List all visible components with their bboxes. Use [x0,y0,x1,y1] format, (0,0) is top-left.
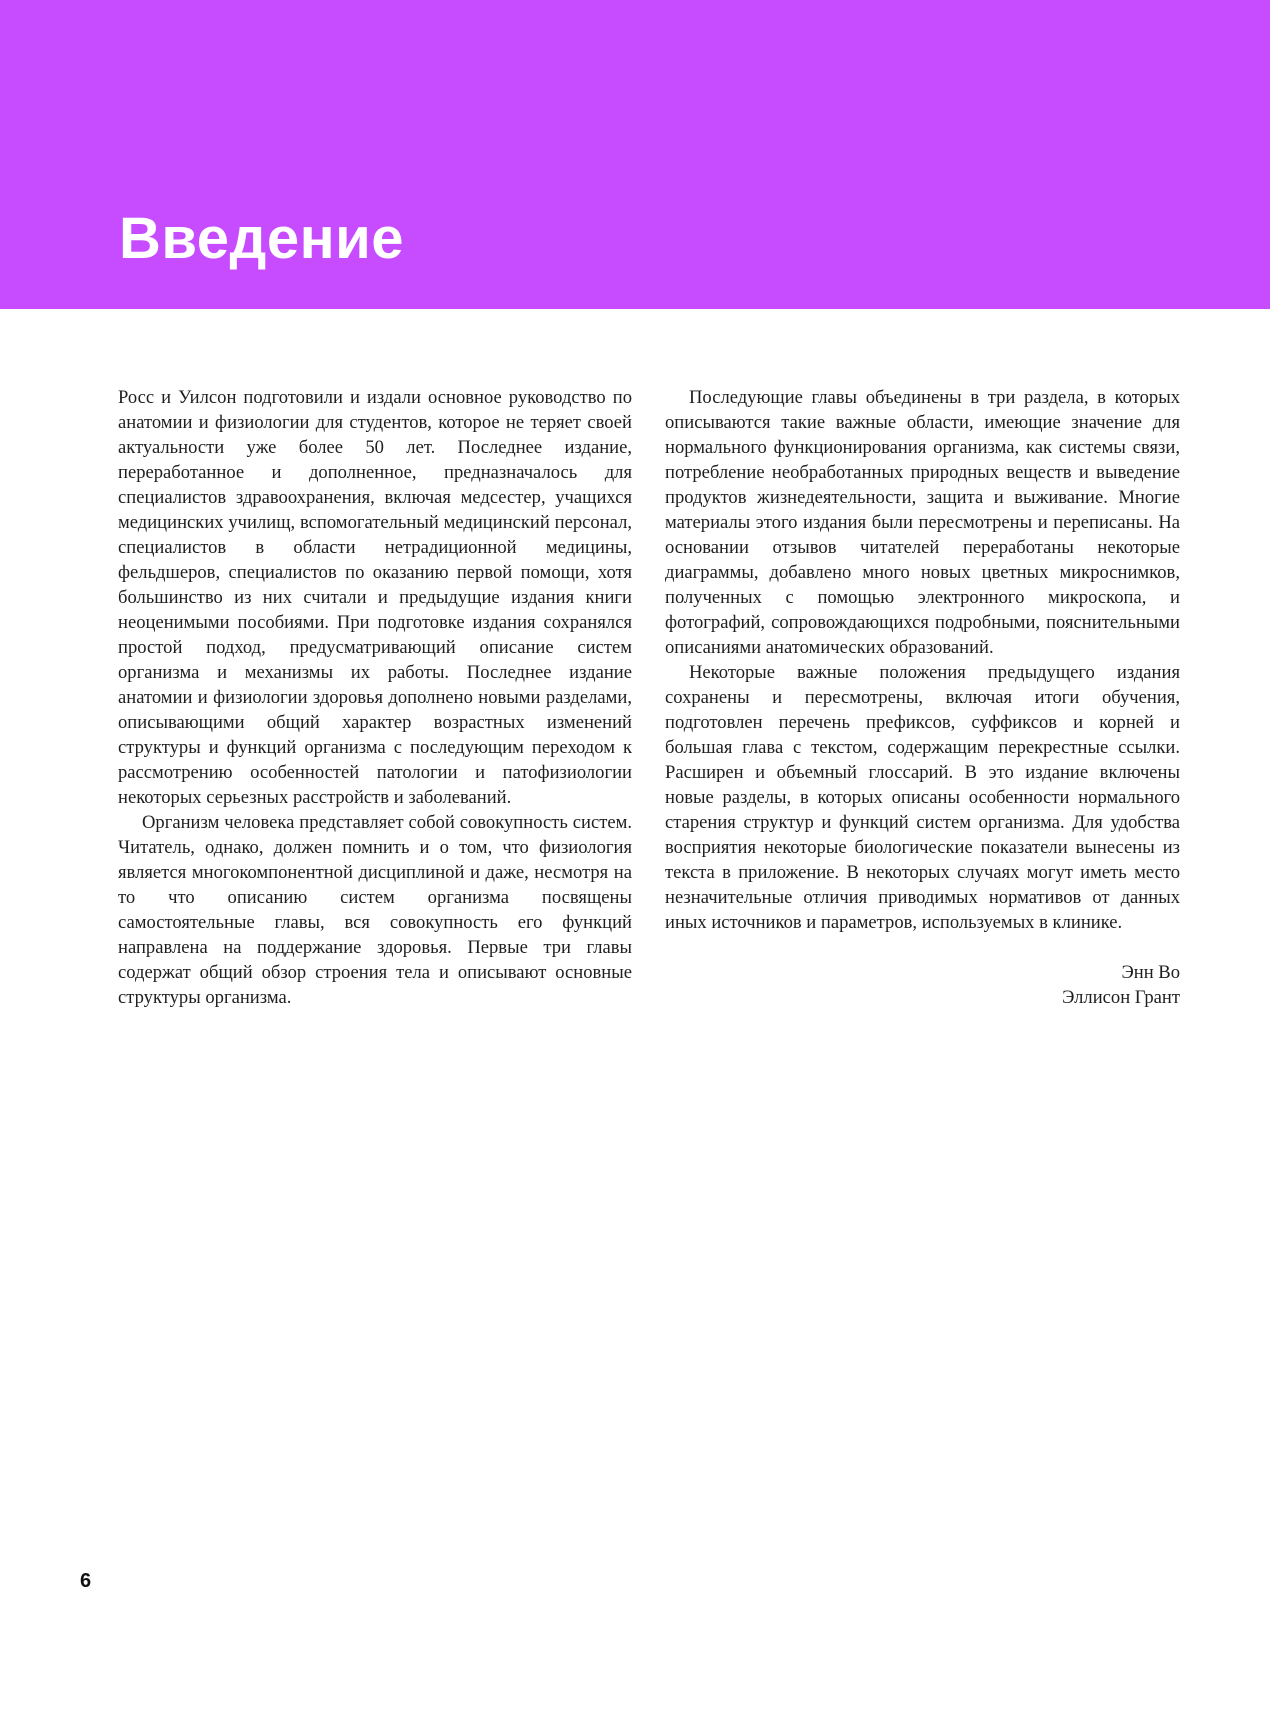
chapter-header-band [0,0,1270,309]
right-text-column [665,385,1180,1010]
body-paragraph: Росс и Уилсон подготовили и издали основное руководство по анатомии и физиологии для студентов, которое не теряет своей актуальности уже более 50 лет. Последнее издание, переработанное и дополненное, предназначалось для специалистов здравоохранения, включая медсестер, учащихся медицинских училищ, вспомогательный медицинский персонал, специалистов в области нетрадиционной медицины, фельдшеров, специалистов по оказанию первой помощи, хотя большинство из них считали и предыдущие издания книги неоценимыми пособиями. При подготовке издания сохранялся простой подход, предусматривающий описание систем организма и механизмы их работы. Последнее издание анатомии и физиологии здоровья дополнено новыми разделами, описывающими общий характер возрастных изменений структуры и функций организма с последующим переходом к рассмотрению особенностей патологии и патофизиологии некоторых серьезных расстройств и заболеваний. [118,387,632,808]
chapter-title: Введение [119,206,405,271]
author-signature [665,960,1180,1010]
author-name: Энн Во [1121,962,1180,983]
page-number: 6 [80,1570,92,1592]
left-text-column [118,385,632,1010]
body-paragraph: Последующие главы объединены в три раздела, в которых описываются такие важные области, имеющие значение для нормального функционирования организма, как системы связи, потребление необработанных природных веществ и выведение продуктов жизнедеятельности, защита и выживание. Многие материалы этого издания были пересмотрены и переписаны. На основании отзывов читателей переработаны некоторые диаграммы, добавлено много новых цветных микроснимков, полученных с помощью электронного микроскопа, и фотографий, сопровождающихся подробными, пояснительными описаниями анатомических образований. [665,387,1180,658]
body-paragraph: Некоторые важные положения предыдущего издания сохранены и пересмотрены, включая итоги обучения, подготовлен перечень префиксов, суффиксов и корней и большая глава с текстом, содержащим перекрестные ссылки. Расширен и объемный глоссарий. В это издание включены новые разделы, в которых описаны особенности нормального старения структур и функций систем организма. Для удобства восприятия некоторые биологические показатели вынесены из текста в приложение. В некоторых случаях могут иметь место незначительные отличия приводимых нормативов от данных иных источников и параметров, используемых в клинике. [665,662,1180,933]
body-paragraph: Организм человека представляет собой совокупность систем. Читатель, однако, должен помнить и о том, что физиология является многокомпонентной дисциплиной и даже, несмотря на то что описанию систем организма посвящены самостоятельные главы, вся совокупность его функций направлена на поддержание здоровья. Первые три главы содержат общий обзор строения тела и описывают основные структуры организма. [118,812,632,1008]
author-name: Эллисон Грант [1062,987,1180,1008]
